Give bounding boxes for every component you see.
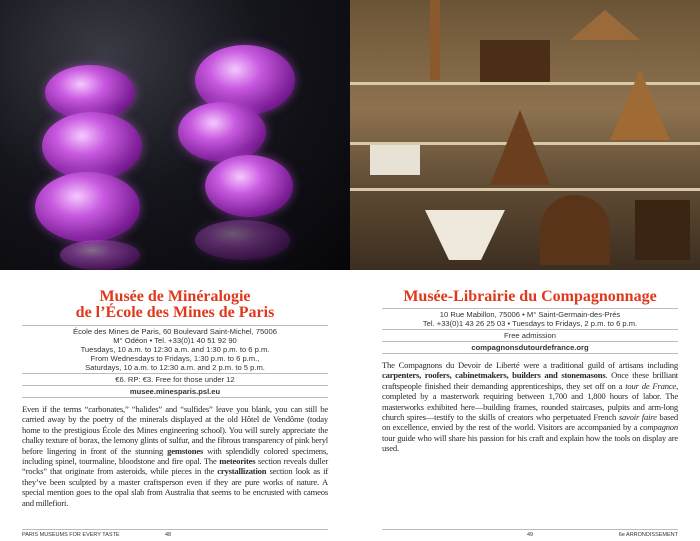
footer-rule [382, 529, 678, 530]
title-line: de l’École des Mines de Paris [75, 304, 275, 321]
text-run: tour guide who will share his passion for his craft and explain how the tools on display are used. [382, 432, 678, 454]
emphasis-italic: compagnon [639, 422, 678, 433]
admission-price: €6. RP: €3. Free for those under 12 [115, 375, 235, 384]
website-link[interactable]: musee.minesparis.psl.eu [129, 387, 221, 396]
text-run: with splendidly colored specimens, including spinel, tourmaline, bloodstone and fire opal. The [22, 445, 328, 467]
info-line: École des Mines de Paris, 60 Boulevard Saint-Michel, 75006 [73, 327, 277, 336]
emphasis-italic: tour de France [625, 380, 677, 391]
text-run: section look as if they’ve been sculpted by a master craftsperson even if they are pure works of nature. A special mention goes to the opal slab from Australia that seems to be encrusted with cameos and millefiori. [22, 466, 329, 508]
emphasis-bold: gemstones [167, 445, 204, 456]
body-text [382, 360, 678, 454]
info-line: Tuesdays, 10 a.m. to 12:30 a.m. and 1:30 p.m. to 6 p.m. [80, 345, 270, 354]
gemstones-photo [0, 0, 350, 270]
info-line: M° Odéon • Tel. +33(0)1 40 51 92 90 [113, 336, 237, 345]
emphasis-bold: meteorites [219, 456, 256, 467]
emphasis-bold: crystallization [217, 466, 267, 477]
emphasis-italic: savoir faire [618, 412, 657, 423]
footer-rule [22, 529, 328, 530]
text-run: Even if the terms “carbonates,” “halides” and “sulfides” leave you blank, you can still be carried away by the poetry of the minerals displayed at the old Hôtel de Vendôme (today home to the prestigious École des Mines engineering school). You will surely appreciate the chalky texture of borax, the lemony glints of sulfur, and the fibrous transparency of pink beryl before lingering in front of the stunning [22, 404, 328, 456]
masterworks-showcase-photo [350, 0, 700, 270]
museum-title: Musée-Librairie du Compagnonnage [403, 288, 657, 305]
info-line: 10 Rue Mabillon, 75006 • M° Saint-Germain-des-Prés [439, 310, 621, 319]
emphasis-bold: carpenters, roofers, cabinetmakers, builders and stonemasons [382, 370, 606, 381]
page-number: 48 [165, 532, 172, 538]
address-hours [382, 309, 678, 329]
left-page [22, 270, 328, 541]
museum-title [22, 289, 328, 321]
text-run: . Once these brilliant craftspeople finished their demanding apprenticeships, they set off on a [382, 370, 678, 391]
body-text [22, 404, 328, 508]
admission-price: Free admission [504, 331, 556, 340]
title-line: Musée de Minéralogie [99, 288, 251, 305]
website-link[interactable]: compagnonsdutourdefrance.org [471, 343, 589, 352]
text-run: , completed by a masterwork requiring between 1,700 and 1,800 hours of labor. The masterworks exhibited here—building frames, rounded staircases, pulpits and arm-long church spires—testify to the skills of creators who perpetuated French [382, 380, 679, 423]
info-line: From Wednesdays to Fridays, 1:30 p.m. to 6 p.m., [90, 354, 260, 363]
running-footer: 6e ARRONDISSEMENT [618, 532, 678, 538]
text-run: based on excellence, envied by the rest of the world. Visitors are accompanied by a [382, 412, 678, 433]
info-line: Tel. +33(0)1 43 26 25 03 • Tuesdays to Fridays, 2 p.m. to 6 p.m. [422, 319, 638, 328]
right-page [382, 270, 678, 541]
running-footer: PARIS MUSEUMS FOR EVERY TASTE [22, 532, 120, 538]
text-run: The Compagnons du Devoir de Liberté were a traditional guild of artisans including [382, 360, 678, 370]
info-line: Saturdays, 10 a.m. to 12:30 a.m. and 2 p.m. to 5 p.m. [85, 363, 265, 372]
page-number: 49 [527, 532, 534, 538]
text-run: section reveals duller “rocks” that originate from asteroids, while pieces in the [22, 456, 328, 477]
address-hours [22, 326, 328, 373]
